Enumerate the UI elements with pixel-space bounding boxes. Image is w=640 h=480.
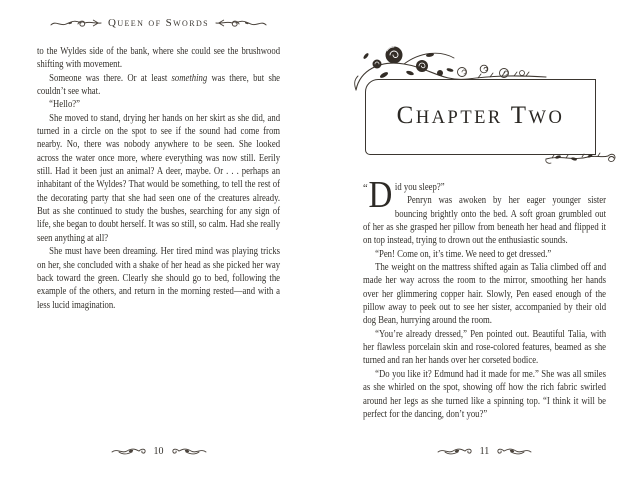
title-letters: WO	[528, 108, 565, 128]
folio-flourish-right-icon	[494, 446, 532, 456]
paragraph: She must have been dreaming. Her tired mind was playing tricks on her, she concluded with a shake of her head as she picked her way back toward the green. Clearly she should go to bed, following the example of the others, and return in the morning rested—and with a less lucid imagination.	[37, 246, 281, 311]
title-letter: C	[396, 102, 416, 129]
text-run: Someone was there. Or at least	[49, 72, 172, 84]
right-folio	[363, 444, 606, 458]
chapter-title	[366, 102, 595, 130]
left-page-body	[37, 45, 280, 312]
drop-cap-letter: D	[368, 174, 393, 216]
running-head	[37, 14, 280, 32]
folio-flourish-right-icon	[169, 446, 207, 456]
rose-vine-ornament-icon	[350, 42, 550, 92]
title-letters: HAPTER	[415, 108, 503, 128]
paragraph: “Hello?”	[49, 99, 81, 111]
paragraph: Penryn was awoken by her eager younger sister bouncing brightly onto the bed. A soft groan grumbled out of her as she grasped her pillow from beneath her head and flipped it on top instead, trying to drown out the enthusiastic sounds.	[363, 195, 607, 247]
drop-cap	[363, 174, 393, 216]
paragraph: She moved to stand, drying her hands on her skirt as she did, and turned in a circle on the spot to see if the sound had come from nearby. No, there was nobody anywhere to be seen. She looked across the water once more, where everything was now still. Eerily still. Had it been just an animal? A deer, maybe. Or . . . perhaps an inhabitant of the Wyldes? That would be something, to tell the rest of the decorating party that she had seen one of the creatures already. But as she continued to study the bushes, searching for any sign of life, she began to doubt herself. It was so still, so calm. Had she really seen anything at all?	[37, 112, 281, 244]
text-run: id you sleep?”	[394, 182, 445, 193]
header-flourish-right-icon	[214, 16, 268, 30]
paragraph: The weight on the mattress shifted again as Talia climbed off and made her way across the room to the mirror, smoothing her hands over her glimmering copper hair. Slowly, Pen eased enough of the pillow away to peek out to see her sister, accompanied by their old dog Bean, hurrying around the room.	[363, 262, 607, 327]
left-folio	[37, 444, 280, 458]
header-flourish-left-icon	[49, 16, 103, 30]
page-number: 11	[479, 445, 490, 457]
drop-cap-quote: “	[363, 181, 368, 195]
text-run: was there, but she couldn’t see what.	[37, 72, 281, 98]
paragraph: “Pen! Come on, it’s time. We need to get dressed.”	[375, 248, 552, 260]
right-page-body	[363, 174, 607, 421]
folio-flourish-left-icon	[437, 446, 475, 456]
paragraph: to the Wyldes side of the bank, where she could see the brushwood shifting with movement.	[37, 46, 281, 71]
paragraph: “Do you like it? Edmund had it made for me.” She was all smiles as she whirled on the spot, showing off how the rich fabric swirled around her legs as she turned like a spinning top. “I think it will be perfect for the dancing, don’t you?”	[363, 368, 607, 420]
title-letter: T	[510, 102, 529, 129]
paragraph-opener	[363, 174, 606, 216]
page-number: 10	[153, 445, 164, 457]
paragraph: “You’re already dressed,” Pen pointed out. Beautiful Talia, with her flawless porcelain skin and rose-colored features, beamed as she turned and ran her hands over her corseted bodice.	[363, 328, 607, 367]
paragraph	[37, 72, 280, 99]
folio-flourish-left-icon	[111, 446, 149, 456]
book-title: Queen of Swords	[107, 17, 209, 29]
thorn-vine-ornament-icon	[544, 146, 618, 168]
text-run-italic: something	[171, 72, 208, 84]
